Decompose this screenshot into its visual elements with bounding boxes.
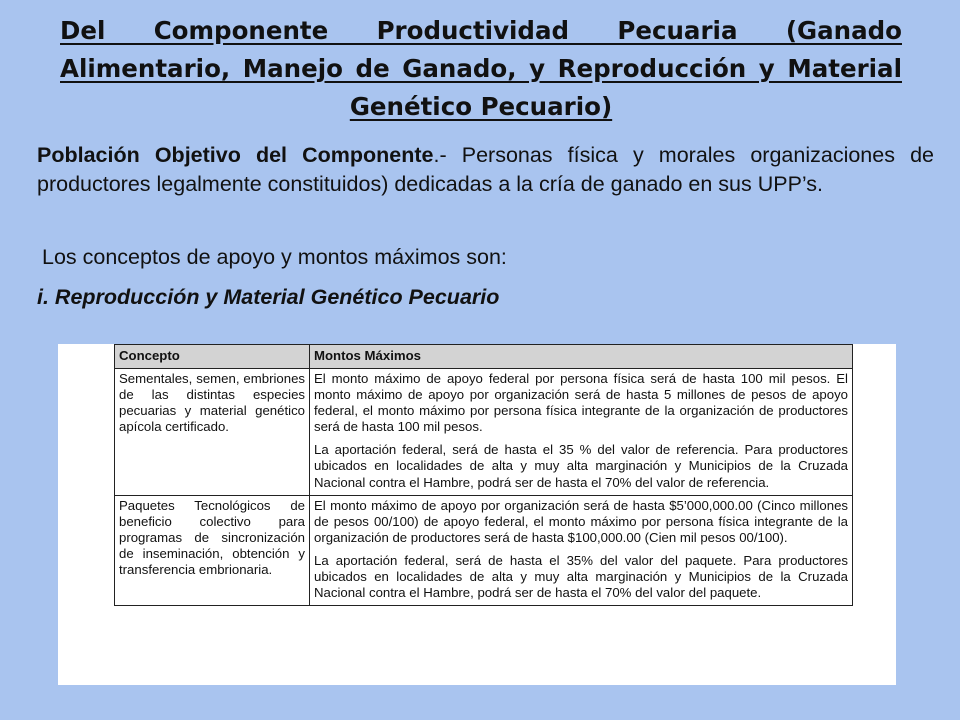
- amount-paragraph: La aportación federal, será de hasta el 35 % del valor de referencia. Para productores ubicados en localidades de alta y muy alta marginación y Municipios de la Cruzada Nacional contra el Hambre, podrá ser de hasta el 70% del valor de referencia.: [314, 442, 848, 490]
- amount-paragraph: El monto máximo de apoyo federal por persona física será de hasta 100 mil pesos. El monto máximo de apoyo por organización será de hasta 5 millones de pesos de apoyo federal, el monto máximo por persona física integrante de la organización de productores será de hasta 100 mil pesos.: [314, 371, 848, 435]
- poblacion-objetivo-text: .- Personas física y morales organizaciones de productores legalmente constituidos) dedicadas a la cría de ganado en sus UPP’s.: [37, 143, 934, 196]
- amount-paragraph: El monto máximo de apoyo por organización será de hasta $5’000,000.00 (Cinco millones de pesos 00/100) de apoyo federal, el monto máximo por persona física integrante de la organización de productores será de hasta $100,000.00 (Cien mil pesos 00/100).: [314, 497, 848, 545]
- table-image-area: [58, 344, 896, 685]
- poblacion-objetivo-paragraph: [37, 141, 934, 199]
- amount-cell: [310, 369, 853, 496]
- concept-cell: Sementales, semen, embriones de las distintas especies pecuarias y material genético apícola certificado.: [115, 369, 310, 496]
- table-row: [115, 495, 853, 606]
- table-header-row: [115, 345, 853, 369]
- amount-cell: [310, 495, 853, 606]
- table-row: [115, 369, 853, 496]
- header-concepto: Concepto: [115, 345, 310, 369]
- conceptos-intro: Los conceptos de apoyo y montos máximos son:: [42, 245, 507, 269]
- concept-cell: Paquetes Tecnológicos de beneficio colectivo para programas de sincronización de inseminación, obtención y transferencia embrionaria.: [115, 495, 310, 606]
- montos-table: [114, 344, 853, 606]
- poblacion-objetivo-label: Población Objetivo del Componente: [37, 143, 434, 167]
- section-heading: i. Reproducción y Material Genético Pecuario: [37, 285, 500, 309]
- header-montos-maximos: Montos Máximos: [310, 345, 853, 369]
- amount-paragraph: La aportación federal, será de hasta el 35% del valor del paquete. Para productores ubicados en localidades de alta y muy alta marginación y Municipios de la Cruzada Nacional contra el Hambre, podrá ser de hasta el 70% del valor del paquete.: [314, 552, 848, 601]
- slide-title: Del Componente Productividad Pecuaria (Ganado Alimentario, Manejo de Ganado, y Reproducción y Material Genético Pecuario): [60, 16, 902, 121]
